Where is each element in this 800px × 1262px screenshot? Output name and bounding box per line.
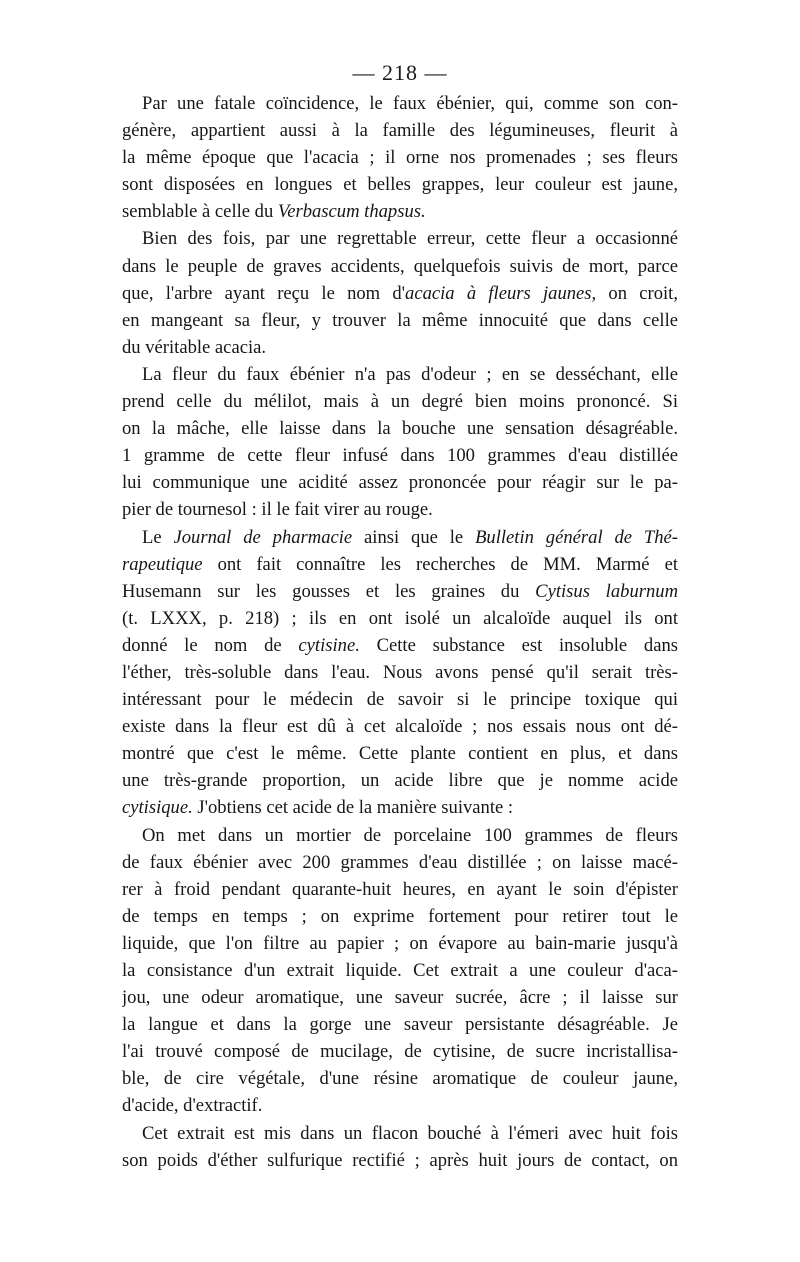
- text-line: [122, 1038, 678, 1065]
- text-segment: génère, appartient aussi à la famille des légumineuses, fleurit à: [122, 120, 678, 142]
- text-line: [122, 524, 678, 551]
- page-number: — 218 —: [352, 60, 448, 85]
- text-segment: On met dans un mortier de porcelaine 100 grammes de fleurs: [142, 824, 678, 846]
- paragraph: [122, 225, 678, 360]
- text-line: [122, 713, 678, 740]
- text-line: [122, 280, 678, 307]
- text-segment: de temps en temps ; on exprime fortement pour retirer tout le: [122, 905, 678, 927]
- text-segment: l'éther, très-soluble dans l'eau. Nous avons pensé qu'il serait très-: [122, 661, 678, 683]
- text-segment: pier de tournesol : il le fait virer au rouge.: [122, 499, 433, 521]
- text-line: [122, 605, 678, 632]
- text-line: [122, 388, 678, 415]
- text-line: [122, 686, 678, 713]
- text-line: [122, 876, 678, 903]
- text-segment: ont fait connaître les recherches de MM. Marmé et: [202, 553, 678, 575]
- italic-text: rapeutique: [122, 553, 203, 575]
- text-segment: jou, une odeur aromatique, une saveur sucrée, âcre ; il laisse sur: [122, 987, 678, 1009]
- text-line: [122, 334, 678, 361]
- text-segment: montré que c'est le même. Cette plante contient en plus, et dans: [122, 743, 678, 765]
- body-text: [122, 90, 678, 1174]
- text-segment: dans le peuple de graves accidents, quelquefois suivis de mort, parce: [122, 255, 678, 277]
- text-segment: (t. LXXX, p. 218) ; ils en ont isolé un alcaloïde auquel ils ont: [122, 607, 678, 629]
- text-line: [122, 822, 678, 849]
- text-segment: rer à froid pendant quarante-huit heures, en ayant le soin d'épister: [122, 878, 678, 900]
- text-line: [122, 1120, 678, 1147]
- text-line: [122, 1092, 678, 1119]
- text-line: [122, 496, 678, 523]
- text-line: [122, 551, 678, 578]
- text-segment: Le: [142, 526, 174, 548]
- text-line: [122, 415, 678, 442]
- text-line: [122, 767, 678, 794]
- paragraph: [122, 361, 678, 524]
- text-line: [122, 984, 678, 1011]
- text-line: [122, 849, 678, 876]
- text-segment: la langue et dans la gorge une saveur persistante désagréable. Je: [122, 1014, 678, 1036]
- italic-text: Journal de pharmacie: [173, 526, 353, 548]
- text-line: [122, 1065, 678, 1092]
- text-line: [122, 957, 678, 984]
- text-line: [122, 740, 678, 767]
- text-line: [122, 469, 678, 496]
- text-segment: une très-grande proportion, un acide libre que je nomme acide: [122, 770, 678, 792]
- text-segment: sont disposées en longues et belles grappes, leur couleur est jaune,: [122, 174, 678, 196]
- italic-text: Verbascum thapsus.: [277, 201, 426, 223]
- text-segment: du véritable acacia.: [122, 336, 267, 358]
- text-line: [122, 361, 678, 388]
- text-segment: la consistance d'un extrait liquide. Cet extrait a une couleur d'aca-: [122, 960, 678, 981]
- text-line: [122, 794, 678, 821]
- text-line: [122, 578, 678, 605]
- text-segment: ble, de cire végétale, d'une résine aromatique de couleur jaune,: [122, 1068, 678, 1090]
- text-segment: intéressant pour le médecin de savoir si le principe toxique qui: [122, 689, 678, 711]
- text-segment: lui communique une acidité assez prononcée pour réagir sur le pa-: [122, 472, 678, 494]
- text-segment: J'obtiens cet acide de la manière suivante :: [192, 797, 514, 819]
- italic-text: cytisine.: [298, 634, 360, 656]
- text-segment: Cet extrait est mis dans un flacon bouché à l'émeri avec huit fois: [142, 1122, 678, 1144]
- text-line: [122, 253, 678, 280]
- text-line: [122, 225, 678, 252]
- text-line: [122, 1011, 678, 1038]
- text-segment: Cette substance est insoluble dans: [359, 634, 678, 656]
- paragraph: [122, 822, 678, 1120]
- text-segment: donné le nom de: [122, 634, 299, 656]
- text-segment: liquide, que l'on filtre au papier ; on évapore au bain-marie jusqu'à: [122, 932, 678, 954]
- text-segment: l'ai trouvé composé de mucilage, de cytisine, de sucre incristallisa-: [122, 1041, 678, 1063]
- text-segment: on croit,: [596, 282, 678, 304]
- text-segment: semblable à celle du: [122, 201, 278, 223]
- paragraph: [122, 524, 678, 822]
- text-line: [122, 144, 678, 171]
- text-segment: Bien des fois, par une regrettable erreur, cette fleur a occasionné: [142, 228, 678, 250]
- paragraph: [122, 90, 678, 225]
- text-segment: que, l'arbre ayant reçu le nom d': [122, 282, 406, 304]
- text-segment: on la mâche, elle laisse dans la bouche une sensation désagréable.: [122, 418, 678, 440]
- text-segment: Husemann sur les gousses et les graines du: [122, 580, 536, 602]
- text-line: [122, 659, 678, 686]
- text-segment: ainsi que le: [352, 526, 476, 548]
- text-segment: de faux ébénier avec 200 grammes d'eau distillée ; on laisse macé-: [122, 851, 678, 873]
- text-segment: La fleur du faux ébénier n'a pas d'odeur ; en se desséchant, elle: [142, 363, 678, 385]
- text-line: [122, 117, 678, 144]
- italic-text: acacia à fleurs jaunes,: [405, 282, 597, 304]
- text-line: [122, 632, 678, 659]
- text-line: [122, 198, 678, 225]
- text-line: [122, 307, 678, 334]
- text-segment: existe dans la fleur est dû à cet alcaloïde ; nos essais nous ont dé-: [122, 716, 678, 738]
- italic-text: cytisique.: [122, 797, 193, 819]
- text-line: [122, 442, 678, 469]
- text-line: [122, 1147, 678, 1174]
- text-line: [122, 171, 678, 198]
- paragraph: [122, 1120, 678, 1174]
- text-segment: en mangeant sa fleur, y trouver la même innocuité que dans celle: [122, 309, 678, 331]
- italic-text: Bulletin général de Thé-: [475, 526, 678, 548]
- text-line: [122, 930, 678, 957]
- text-segment: 1 gramme de cette fleur infusé dans 100 grammes d'eau distillée: [122, 445, 678, 467]
- text-segment: la même époque que l'acacia ; il orne nos promenades ; ses fleurs: [122, 147, 678, 169]
- text-line: [122, 903, 678, 930]
- italic-text: Cytisus laburnum: [535, 580, 678, 602]
- text-line: [122, 90, 678, 117]
- text-segment: d'acide, d'extractif.: [122, 1095, 263, 1117]
- text-segment: Par une fatale coïncidence, le faux ébénier, qui, comme son con-: [142, 93, 678, 114]
- text-segment: prend celle du mélilot, mais à un degré bien moins prononcé. Si: [122, 391, 678, 413]
- text-segment: son poids d'éther sulfurique rectifié ; après huit jours de contact, on: [122, 1149, 678, 1171]
